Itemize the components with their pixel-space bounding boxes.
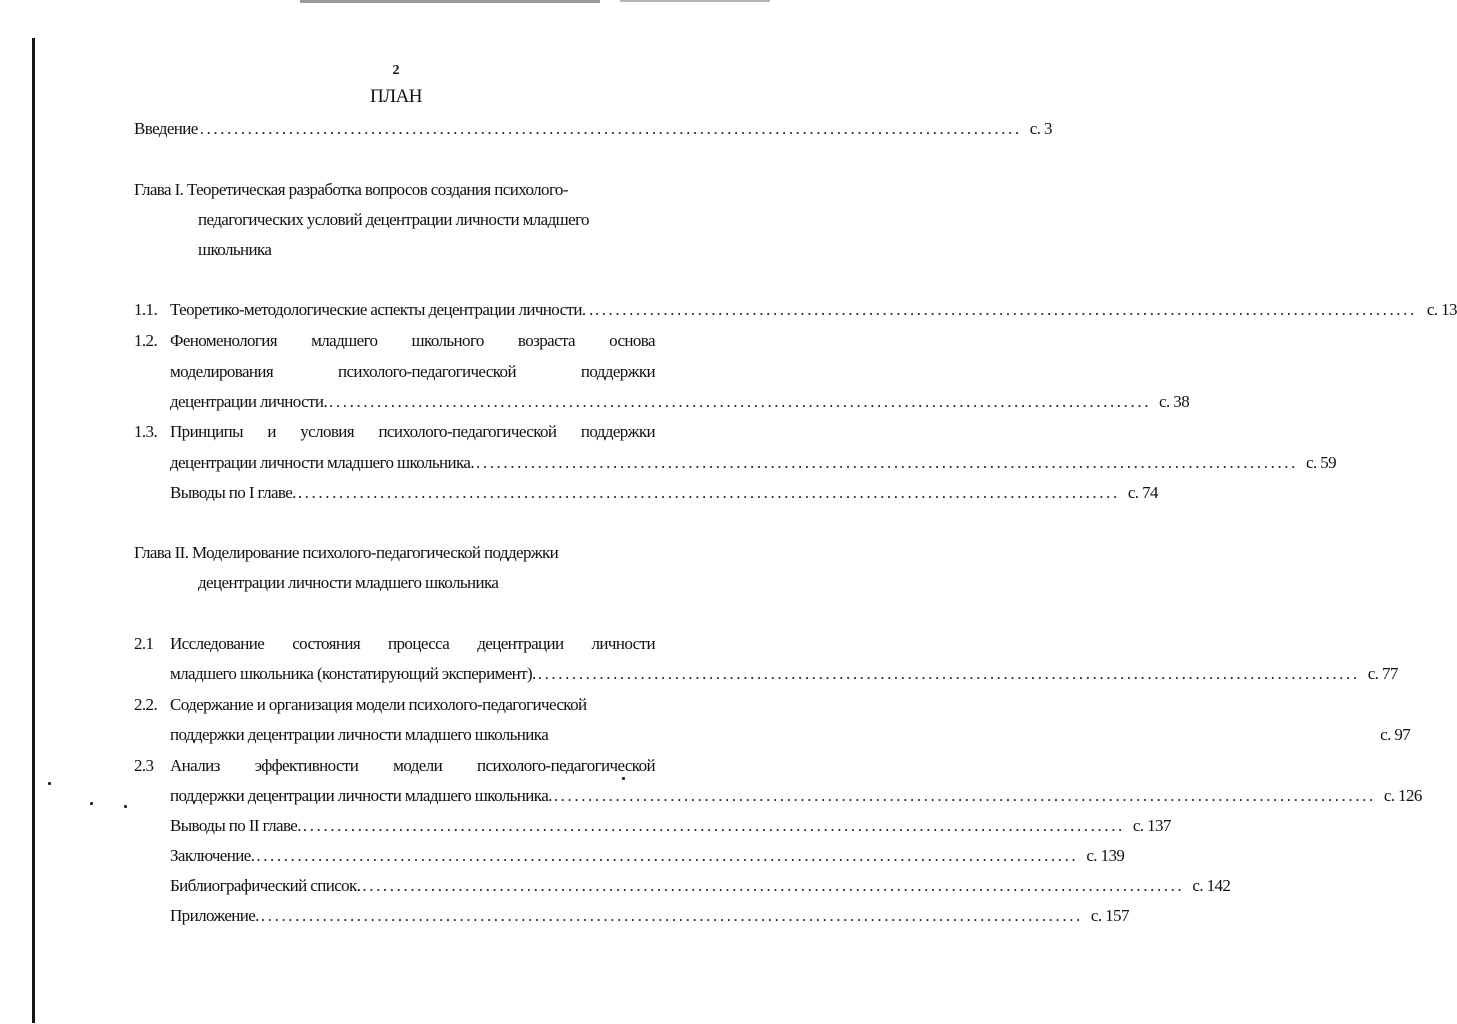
dot-leader: ........................................................................................................................ — [594, 300, 1417, 319]
toc-entry-1-3-line-2 — [170, 452, 1337, 474]
word: психолого-педагогической — [378, 422, 557, 441]
scan-speck — [90, 802, 93, 805]
toc-entry-label: поддержки децентрации личности младшего школьника. — [170, 786, 552, 805]
toc-entry-page: с. 77 — [1367, 664, 1398, 683]
toc-entry-intro — [134, 118, 1052, 140]
section-number: 2.1 — [134, 634, 154, 653]
toc-entry-2-3-line-1 — [170, 755, 655, 777]
toc-entry-page: с. 59 — [1306, 453, 1337, 472]
toc-entry-page: с. 157 — [1090, 906, 1129, 925]
dot-leader: ........................................................................................................................ — [537, 664, 1360, 683]
dot-leader: ........................................................................................................................ — [256, 846, 1079, 865]
toc-entry-label: Введение — [134, 119, 198, 138]
word: модели — [393, 756, 443, 775]
page-title: ПЛАН — [369, 86, 423, 107]
toc-entry-label: Приложение. — [170, 906, 259, 925]
scan-speck — [48, 782, 51, 785]
toc-entry-label: децентрации личности. — [170, 392, 328, 411]
word: децентрации — [477, 634, 564, 653]
section-number: 1.1. — [134, 300, 158, 319]
toc-entry-2-2-line-2 — [170, 724, 1411, 746]
word: личности — [591, 634, 655, 653]
section-number: 2.2. — [134, 695, 158, 714]
toc-entry-page: с. 97 — [1380, 725, 1411, 744]
chapter-2-title-line-1 — [134, 542, 655, 564]
word: состояния — [292, 634, 361, 653]
toc-entry-page: с. 74 — [1127, 483, 1158, 502]
toc-entry-conclusion — [170, 845, 1125, 867]
word: и — [267, 422, 276, 441]
toc-entry-label: Выводы по II главе. — [170, 816, 301, 835]
toc-entry-chapter-1-conclusions — [170, 482, 1158, 504]
section-number: 2.3 — [134, 756, 154, 775]
chapter-1-title-line-3: школьника — [198, 240, 272, 259]
word: школьного — [411, 331, 484, 350]
word: возраста — [517, 331, 576, 350]
toc-entry-page: с. 139 — [1086, 846, 1125, 865]
toc-entry-2-3-line-2 — [170, 785, 1422, 807]
toc-entry-1-3-line-1 — [170, 421, 655, 443]
dot-leader: ........................................................................................................................ — [297, 483, 1120, 502]
dot-leader: ........................................................................................................................ — [199, 119, 1022, 138]
dot-leader: ........................................................................................................................ — [476, 453, 1298, 472]
dot-leader: ........................................................................................................................ — [553, 786, 1376, 805]
toc-entry-1-1 — [170, 299, 1457, 321]
toc-entry-page: с. 142 — [1192, 876, 1231, 895]
chapter-1-title-line-2: педагогических условий децентрации личности младшего — [198, 210, 589, 229]
toc-entry-1-2-line-2 — [170, 361, 655, 383]
page-number: 2 — [392, 63, 400, 78]
toc-entry-2-2-line-1: Содержание и организация модели психолого-педагогической — [170, 695, 587, 714]
toc-entry-label: Выводы по I главе. — [170, 483, 296, 502]
scan-edge-top-right — [620, 0, 770, 2]
toc-entry-label: поддержки децентрации личности младшего школьника — [170, 725, 549, 744]
chapter-2-title-text: Глава II. Моделирование психолого-педагогической поддержки — [134, 543, 559, 562]
word: Принципы — [170, 422, 243, 441]
toc-entry-page: с. 3 — [1029, 119, 1052, 138]
toc-entry-1-2-line-3 — [170, 391, 1190, 413]
dot-leader: ........................................................................................................................ — [260, 906, 1083, 925]
dot-leader: ........................................................................................................................ — [302, 816, 1125, 835]
word: поддержки — [580, 422, 655, 441]
dot-leader: ........................................................................................................................ — [362, 876, 1185, 895]
scan-edge-top — [300, 0, 600, 3]
word: поддержки — [580, 362, 655, 381]
toc-entry-label: децентрации личности младшего школьника. — [170, 453, 474, 472]
toc-entry-label: Теоретико-методологические аспекты децентрации личности. . — [170, 300, 593, 319]
word: моделирования — [170, 362, 274, 381]
word: процесса — [388, 634, 450, 653]
section-number: 1.2. — [134, 331, 158, 350]
word: условия — [300, 422, 355, 441]
toc-entry-page: с. 38 — [1159, 392, 1190, 411]
toc-entry-2-1-line-1 — [170, 633, 655, 655]
chapter-1-title-text: Глава I. Теоретическая разработка вопросов создания психолого- — [134, 180, 568, 199]
toc-entry-1-2-line-1 — [170, 330, 655, 352]
word: психолого-педагогической — [477, 756, 655, 775]
word: младшего — [311, 331, 378, 350]
word: эффективности — [254, 756, 359, 775]
toc-entry-label: Заключение. — [170, 846, 255, 865]
scan-speck — [622, 777, 625, 780]
dot-leader: ........................................................................................................................ — [329, 392, 1152, 411]
word: Исследование — [170, 634, 265, 653]
word: психолого-педагогической — [337, 362, 516, 381]
toc-entry-bibliography — [170, 875, 1231, 897]
toc-entry-page: с. 126 — [1383, 786, 1422, 805]
toc-entry-label: Библиографический список. — [170, 876, 361, 895]
toc-entry-chapter-2-conclusions — [170, 815, 1171, 837]
toc-entry-page: с. 13 — [1426, 300, 1457, 319]
chapter-1-title-line-1 — [134, 179, 656, 201]
word: Феноменология — [170, 331, 277, 350]
toc-entry-appendix — [170, 905, 1129, 927]
toc-entry-2-1-line-2 — [170, 663, 1398, 685]
toc-entry-page: с. 137 — [1132, 816, 1171, 835]
word: основа — [609, 331, 655, 350]
scan-edge-left — [32, 38, 35, 1023]
scan-speck — [124, 805, 127, 808]
word: Анализ — [170, 756, 220, 775]
toc-entry-label: младшего школьника (констатирующий эксперимент). — [170, 664, 536, 683]
section-number: 1.3. — [134, 422, 158, 441]
chapter-2-title-line-2: децентрации личности младшего школьника — [198, 573, 499, 592]
